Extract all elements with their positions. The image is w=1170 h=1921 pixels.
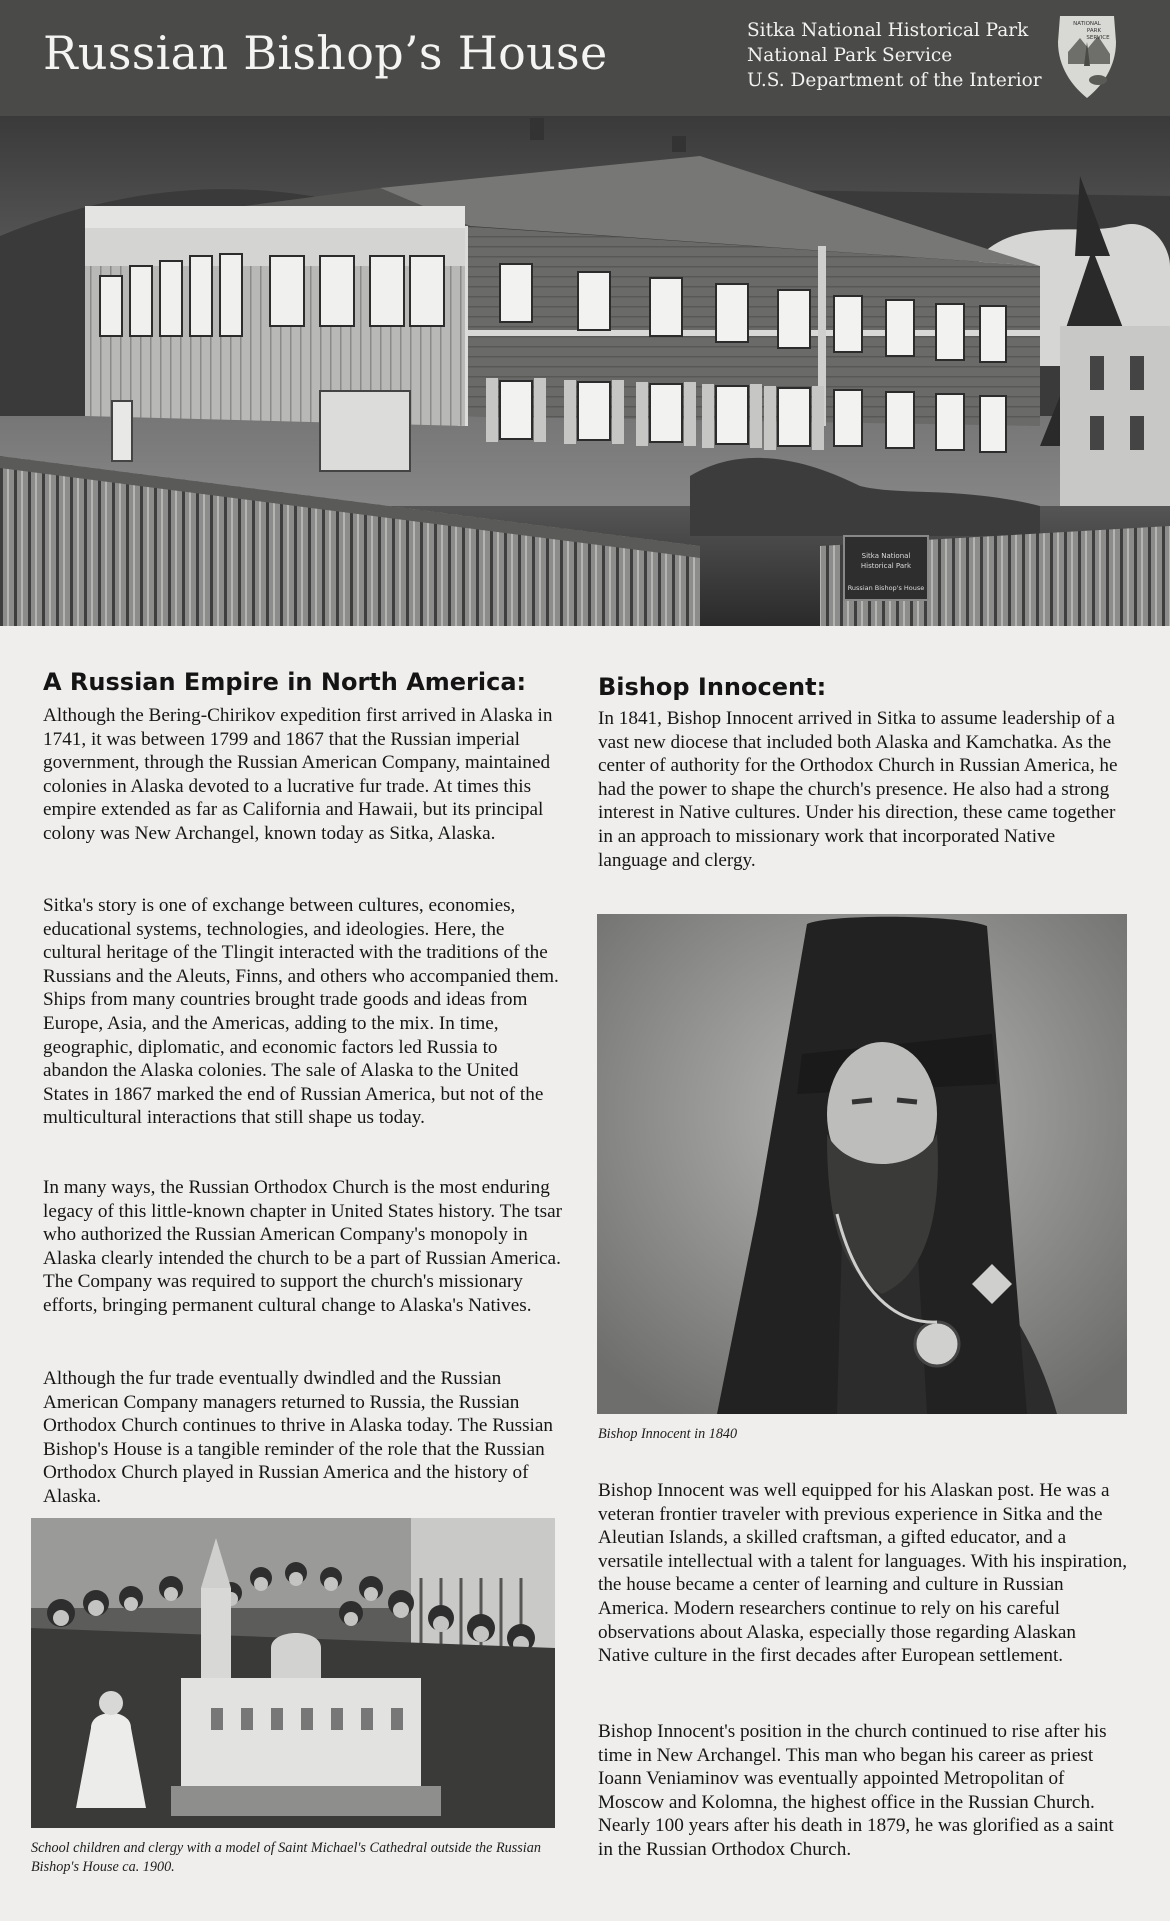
emblem-text-2: PARK	[1086, 28, 1102, 34]
empire-paragraph-3: In many ways, the Russian Orthodox Church is the most enduring legacy of this little-known chapter in United States history. The tsar who authorized the Russian American Company's monopoly in Alaska clearly intended the church to be a part of Russian America. The Company was required to support the church's missionary efforts, bringing permanent cultural change to Alaska's Natives.	[43, 1177, 563, 1316]
park-name: Sitka National Historical Park	[747, 20, 1029, 41]
page-title: Russian Bishop’s House	[43, 26, 608, 80]
empire-paragraph-2: Sitka's story is one of exchange between cultures, economies, educational systems, technologies, and ideologies. Here, the cultural heritage of the Tlingit interacted with the traditions of the Russians and the Aleuts, Finns, and others who accompanied them. Ships from many countries brought trade goods and ideas from Europe, Asia, and the Americas, adding to the mix. In time, geographic, diplomatic, and economic factors led Russia to abandon the Alaska colonies. The sale of Alaska to the United States in 1867 marked the end of Russian America, but not of the multicultural interactions that still shape us today.	[43, 895, 559, 1129]
school-children-photo	[31, 1518, 555, 1828]
agency-block	[747, 18, 1042, 93]
sign-line-2: Historical Park	[860, 562, 912, 570]
bishop-paragraph-1: Bishop Innocent was well equipped for his Alaskan post. He was a veteran frontier traveler with previous experience in Sitka and the Aleutian Islands, a skilled craftsman, a gifted educator, and a versatile intellectual with a talent for languages. With his inspiration, the house became a center of learning and culture in Russian America. Modern researchers continue to rely on his careful observations about Alaska, especially those regarding Alaskan Native culture in the first decades after European settlement.	[598, 1480, 1128, 1667]
group-photo-caption-box	[31, 1839, 561, 1876]
bishop-heading: Bishop Innocent:	[598, 673, 827, 701]
emblem-text-3: SERVICE	[1086, 35, 1110, 41]
empire-section	[43, 668, 565, 696]
house-photo	[0, 116, 1170, 626]
portrait-caption: Bishop Innocent in 1840	[598, 1426, 738, 1442]
empire-heading: A Russian Empire in North America:	[43, 668, 527, 696]
bishop-portrait	[597, 914, 1127, 1414]
portrait-caption-box	[598, 1425, 1128, 1444]
bishop-section	[598, 673, 1128, 701]
bishop-intro-box	[598, 707, 1128, 872]
group-photo-caption: School children and clergy with a model of Saint Michael's Cathedral outside the Russian Bishop's House ca. 1900.	[31, 1840, 541, 1875]
sign-line-3: Russian Bishop's House	[847, 584, 925, 592]
department-name: U.S. Department of the Interior	[747, 70, 1042, 91]
bishop-intro: In 1841, Bishop Innocent arrived in Sitka to assume leadership of a vast new diocese that included both Alaska and Kamchatka. As the center of authority for the Orthodox Church in Russian America, he had the power to shape the church's presence. He also had a strong interest in Native cultures. Under his direction, these came together in an approach to missionary work that incorporated Native language and clergy.	[598, 708, 1118, 871]
header-band	[0, 0, 1170, 117]
sign-line-1: Sitka National	[861, 552, 911, 560]
bishop-paragraph-2: Bishop Innocent's position in the church continued to rise after his time in New Archangel. This man who began his career as priest Ioann Veniaminov was eventually appointed Metropolitan of Moscow and Kolomna, the highest office in the Russian Church. Nearly 100 years after his death in 1879, he was glorified as a saint in the Russian Orthodox Church.	[598, 1721, 1114, 1860]
empire-paragraph-4: Although the fur trade eventually dwindled and the Russian American Company managers returned to Russia, the Russian Orthodox Church continues to thrive in Alaska today. The Russian Bishop's House is a tangible reminder of the role that the Russian Orthodox Church played in Russian America and the history of Alaska.	[43, 1368, 553, 1507]
nps-arrowhead-icon	[1054, 12, 1120, 100]
empire-paragraph-1: Although the Bering-Chirikov expedition first arrived in Alaska in 1741, it was between 1799 and 1867 that the Russian imperial government, through the Russian American Company, maintained colonies in Alaska devoted to a lucrative fur trade. At times this empire extended as far as California and Hawaii, but its principal colony was New Archangel, known today as Sitka, Alaska.	[43, 705, 553, 844]
agency-name: National Park Service	[747, 45, 953, 66]
emblem-text-1: NATIONAL	[1073, 21, 1101, 27]
